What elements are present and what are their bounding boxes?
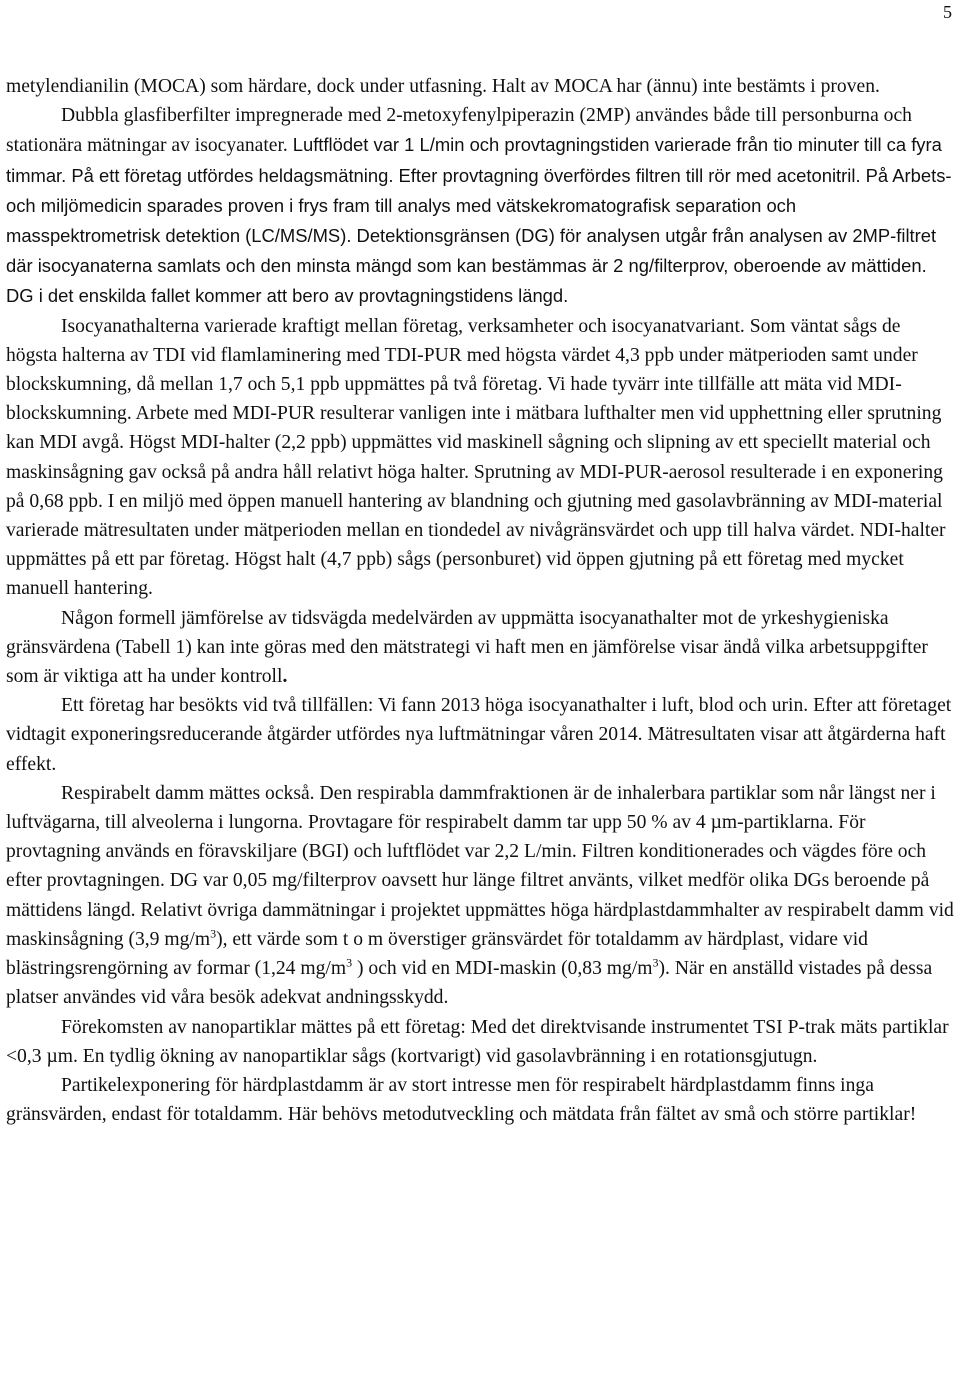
text-run: Respirabelt damm mättes också. Den respirabla dammfraktionen är de inhalerbara partiklar som når längst ner i luftvägarna, till alveolerna i lungorna. Provtagare för respirabelt damm tar upp 50 % av 4 µm-partiklarna. För provtagning används en föravskiljare (BGI) och luftflödet var 2,2 L/min. Filtren konditionerades och vägdes före och efter provtagningen. DG var 0,05 mg/filterprov oavsett hur länge filtret använts, vilket medför olika DGs beroende på mättidens längd. Relativt övriga dammätningar i projektet uppmättes höga härdplastdammhalter av respirabelt damm vid maskinsågning (3,9 mg/m [6, 782, 954, 950]
superscript: 3 [210, 926, 217, 941]
body-text [6, 72, 954, 1129]
paragraph-p6 [6, 779, 954, 1013]
text-run: Isocyanathalterna varierade kraftigt mellan företag, verksamheter och isocyanatvariant. Som väntat sågs de högsta halterna av TDI vid flamlaminering med TDI-PUR med högsta värdet 4,3 ppb under mätperioden samt under blockskumning, då mellan 1,7 och 5,1 ppb uppmättes på två företag. Vi hade tyvärr inte tillfälle att mäta vid MDI-blockskumning. Arbete med MDI-PUR resulterar vanligen inte i mätbara lufthalter men vid upphettning eller sprutning kan MDI avgå. Högst MDI-halter (2,2 ppb) uppmättes vid maskinell sågning och slipning av ett speciellt material och maskinsågning gav också på andra håll relativt höga halter. Sprutning av MDI-PUR-aerosol resulterade i en exponering på 0,68 ppb. I en miljö med öppen manuell hantering av blandning och gjutning med gasolavbränning av MDI-material varierade mätresultaten under mätperioden mellan en tiondedel av nivågränsvärdet och upp till halva värdet. NDI-halter uppmättes på ett par företag. Högst halt (4,7 ppb) sågs (personburet) vid öppen gjutning på ett företag med mycket manuell hantering. [6, 315, 946, 600]
text-run: ), ett värde som t o m överstiger gränsvärdet för totaldamm av härdplast, vidare vid blästringsrengörning av formar (1,24 mg/m [6, 928, 868, 980]
page-number: 5 [943, 2, 952, 22]
paragraph-p1 [6, 72, 954, 101]
text-run: Förekomsten av nanopartiklar mättes på ett företag: Med det direktvisande instrumentet TSI P-trak mäts partiklar <0,3 µm. En tydlig ökning av nanopartiklar sågs (kortvarigt) vid gasolavbränning i en rotationsgjutugn. [6, 1016, 949, 1067]
paragraph-p2 [6, 101, 954, 311]
text-run: Dubbla glasfiberfilter impregnerade med 2-metoxyfenylpiperazin (2MP) användes både till personburna och stationära mätningar av isocyanater. [6, 105, 912, 157]
paragraph-p5 [6, 691, 954, 779]
text-run: metylendianilin (MOCA) som härdare, dock under utfasning. Halt av MOCA har (ännu) inte bestämts i proven. [6, 76, 880, 97]
text-run: Ett företag har besökts vid två tillfällen: Vi fann 2013 höga isocyanathalter i luft, blod och urin. Efter att företaget vidtagit exponeringsreducerande åtgärder utfördes nya luftmätningar våren 2014. Mätresultaten visar att åtgärderna haft effekt. [6, 695, 952, 775]
paragraph-p4 [6, 604, 954, 692]
superscript: 3 [652, 955, 659, 970]
bold-text: . [282, 666, 288, 688]
text-run: Luftflödet var 1 L/min och provtagningstiden varierade från tio minuter till ca fyra timmar. På ett företag utfördes heldagsmätning. Efter provtagning överfördes filtren till rör med acetonitril. På Arbets- och miljömedicin sparades proven i frys fram till analys med vätskekromatografisk separation och masspektrometrisk detektion (LC/MS/MS). Detektionsgränsen (DG) för analysen utgår från analysen av 2MP-filtret där isocyanaterna samlats och den minsta mängd som kan bestämmas är 2 ng/filterprov, oberoende av mättiden. DG i det enskilda fallet kommer att bero av provtagningstidens längd. [6, 134, 952, 307]
text-run: Någon formell jämförelse av tidsvägda medelvärden av uppmätta isocyanathalter mot de yrkeshygieniska gränsvärdena (Tabell 1) kan inte göras med den mätstrategi vi haft men en jämförelse visar ändå vilka arbetsuppgifter som är viktiga att ha under kontroll [6, 607, 928, 688]
paragraph-p3 [6, 312, 954, 604]
text-run: ). När en anställd vistades på dessa platser användes vid våra besök adekvat andningsskydd. [6, 958, 933, 1009]
paragraph-p8 [6, 1071, 954, 1129]
superscript: 3 [346, 955, 353, 970]
paragraph-p7 [6, 1013, 954, 1071]
text-run: Partikelexponering för härdplastdamm är av stort intresse men för respirabelt härdplastdamm finns inga gränsvärden, endast för totaldamm. Här behövs metodutveckling och mätdata från fältet av små och större partiklar! [6, 1074, 917, 1126]
text-run: ) och vid en MDI-maskin (0,83 mg/m [352, 958, 653, 980]
